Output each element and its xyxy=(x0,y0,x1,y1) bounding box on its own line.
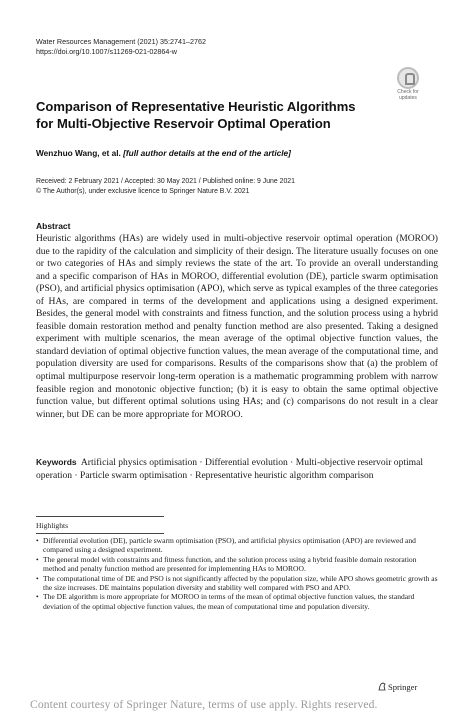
journal-doi[interactable]: https://doi.org/10.1007/s11269-021-02864-w xyxy=(36,46,177,56)
highlights-top-rule xyxy=(36,516,164,517)
author-line xyxy=(36,148,291,158)
highlights-list xyxy=(36,536,438,611)
journal-header xyxy=(36,37,206,56)
abstract-text: Heuristic algorithms (HAs) are widely used in multi-objective reservoir optimal operation (MOROO) due to the rapidity of the calculation and simplicity of their design. The literature usually focuses on one or two categories of HAs and simply reviews the state of the art. To provide an overall understanding and a specific comparison of HAs in MOROO, differential evolution (DE), particle swarm optimisation (PSO), and artificial physics optimisation (APO), which serve as typical examples of the three categories of HAs, are compared in terms of the development and applications using a designed experiment. Besides, the general model with constraints and fitness function, and the solution process using a hybrid feasible domain restoration method and penalty function method are also presented. Taking a designed experiment with multiple scenarios, the mean average of the optimal objective function values, the standard deviation of optimal objective function values, the mean average of the computational time, and population diversity are used for comparisons. Results of the comparisons show that (a) the problem of optimal multipurpose reservoir long-term operation is a mathematic programming problem with narrow feasible region and monotonic objective function; (b) it is easy to obtain the same optimal objective function value, but different optimal solutions using HAs; and (c) comparisons do not result in a clear winner, but DE can be more appropriate for MOROO. xyxy=(36,233,438,420)
highlights-bottom-rule xyxy=(36,533,164,534)
received-dates: Received: 2 February 2021 / Accepted: 30 May 2021 / Published online: 9 June 2021 xyxy=(36,178,295,185)
highlight-item: • The DE algorithm is more appropriate for MOROO in terms of the mean of optimal objective function values, the standard deviation of the optimal objective function values, the mean of computational time and population diversity. xyxy=(36,592,438,611)
highlight-item: • The general model with constraints and fitness function, and the solution process using a hybrid feasible domain restoration method and penalty function method are presented for implementing HAs to MOROO. xyxy=(36,555,438,574)
author-details-note: [full author details at the end of the article] xyxy=(123,148,291,158)
publication-dates xyxy=(36,177,295,196)
check-for-updates-badge[interactable] xyxy=(393,67,423,103)
crossmark-icon xyxy=(397,67,419,89)
author-names[interactable]: Wenzhuo Wang, et al. xyxy=(36,148,121,158)
keywords-label: Keywords xyxy=(36,457,77,467)
journal-citation: Water Resources Management (2021) 35:2741–2762 xyxy=(36,37,206,46)
abstract-heading: Abstract xyxy=(36,221,71,231)
springer-horse-icon xyxy=(378,682,386,691)
keywords-text: Artificial physics optimisation · Differential evolution · Multi-objective reservoir optimal operation · Particle swarm optimisation · Representative heuristic algorithm comparison xyxy=(36,457,423,481)
article-title: Comparison of Representative Heuristic Algorithms for Multi-Objective Reservoir Optimal Operation xyxy=(36,99,356,131)
publisher-logo xyxy=(378,682,417,692)
badge-line1: Check for xyxy=(397,89,419,95)
courtesy-watermark: Content courtesy of Springer Nature, terms of use apply. Rights reserved. xyxy=(30,698,378,711)
keywords xyxy=(36,456,438,482)
badge-text xyxy=(393,90,423,101)
publisher-name: Springer xyxy=(388,682,418,692)
highlight-item: • Differential evolution (DE), particle swarm optimisation (PSO), and artificial physics optimisation (APO) are reviewed and compared using a designed experiment. xyxy=(36,536,438,555)
badge-line2: updates xyxy=(399,94,417,101)
highlights-heading: Highlights xyxy=(36,521,69,530)
highlight-item: • The computational time of DE and PSO is not significantly affected by the population size, while APO shows geometric growth as the size increases. DE maintains population diversity and stability well compared with PSO and APO. xyxy=(36,574,438,593)
copyright-notice: © The Author(s), under exclusive licence to Springer Nature B.V. 2021 xyxy=(36,187,250,195)
